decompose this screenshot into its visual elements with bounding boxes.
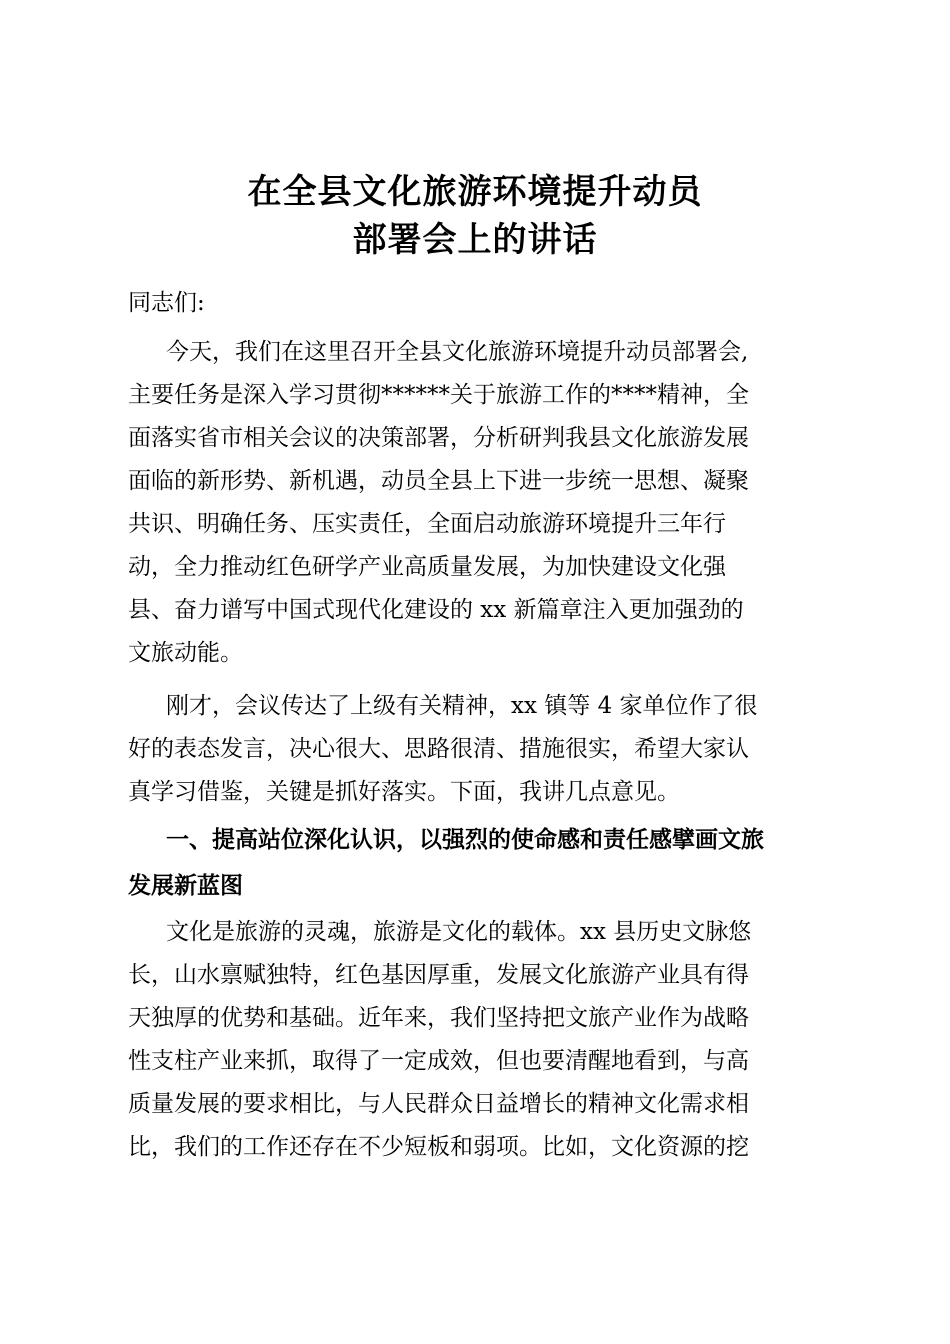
paragraph-line: 面临的新形势、新机遇，动员全县上下进一步统一思想、凝聚 (128, 468, 749, 494)
document-title-line-2: 部署会上的讲话 (352, 220, 598, 260)
paragraph-line: 长，山水禀赋独特，红色基因厚重，发展文化旅游产业具有得 (128, 962, 749, 988)
paragraph-line: 天独厚的优势和基础。近年来，我们坚持把文旅产业作为战略 (128, 1005, 749, 1031)
paragraph-line: 比，我们的工作还存在不少短板和弱项。比如，文化资源的挖 (128, 1134, 749, 1160)
paragraph-line: 文旅动能。 (128, 640, 243, 666)
paragraph-line: 刚才，会议传达了上级有关精神，xx 镇等 4 家单位作了很 (166, 693, 758, 719)
paragraph-line: 质量发展的要求相比，与人民群众日益增长的精神文化需求相 (128, 1091, 749, 1117)
paragraph-line: 真学习借鉴，关键是抓好落实。下面，我讲几点意见。 (128, 779, 680, 805)
section-heading-line: 发展新蓝图 (128, 873, 243, 899)
section-heading-line: 一、提高站位深化认识，以强烈的使命感和责任感擘画文旅 (166, 827, 764, 853)
paragraph-line: 今天，我们在这里召开全县文化旅游环境提升动员部署会, (166, 339, 749, 365)
document-title-line-1: 在全县文化旅游环境提升动员 (247, 172, 703, 212)
paragraph-line: 主要任务是深入学习贯彻******关于旅游工作的****精神，全 (128, 382, 749, 408)
paragraph-line: 性支柱产业来抓，取得了一定成效，但也要清醒地看到，与高 (128, 1048, 749, 1074)
paragraph-line: 动，全力推动红色研学产业高质量发展，为加快建设文化强 (128, 554, 726, 580)
paragraph-line: 好的表态发言，决心很大、思路很清、措施很实，希望大家认 (128, 736, 749, 762)
paragraph-line: 面落实省市相关会议的决策部署，分析研判我县文化旅游发展 (128, 425, 749, 451)
paragraph-line: 县、奋力谱写中国式现代化建设的 xx 新篇章注入更加强劲的 (128, 597, 744, 623)
salutation: 同志们: (128, 290, 205, 316)
paragraph-line: 共识、明确任务、压实责任，全面启动旅游环境提升三年行 (128, 511, 726, 537)
paragraph-line: 文化是旅游的灵魂，旅游是文化的载体。xx 县历史文脉悠 (166, 919, 752, 945)
